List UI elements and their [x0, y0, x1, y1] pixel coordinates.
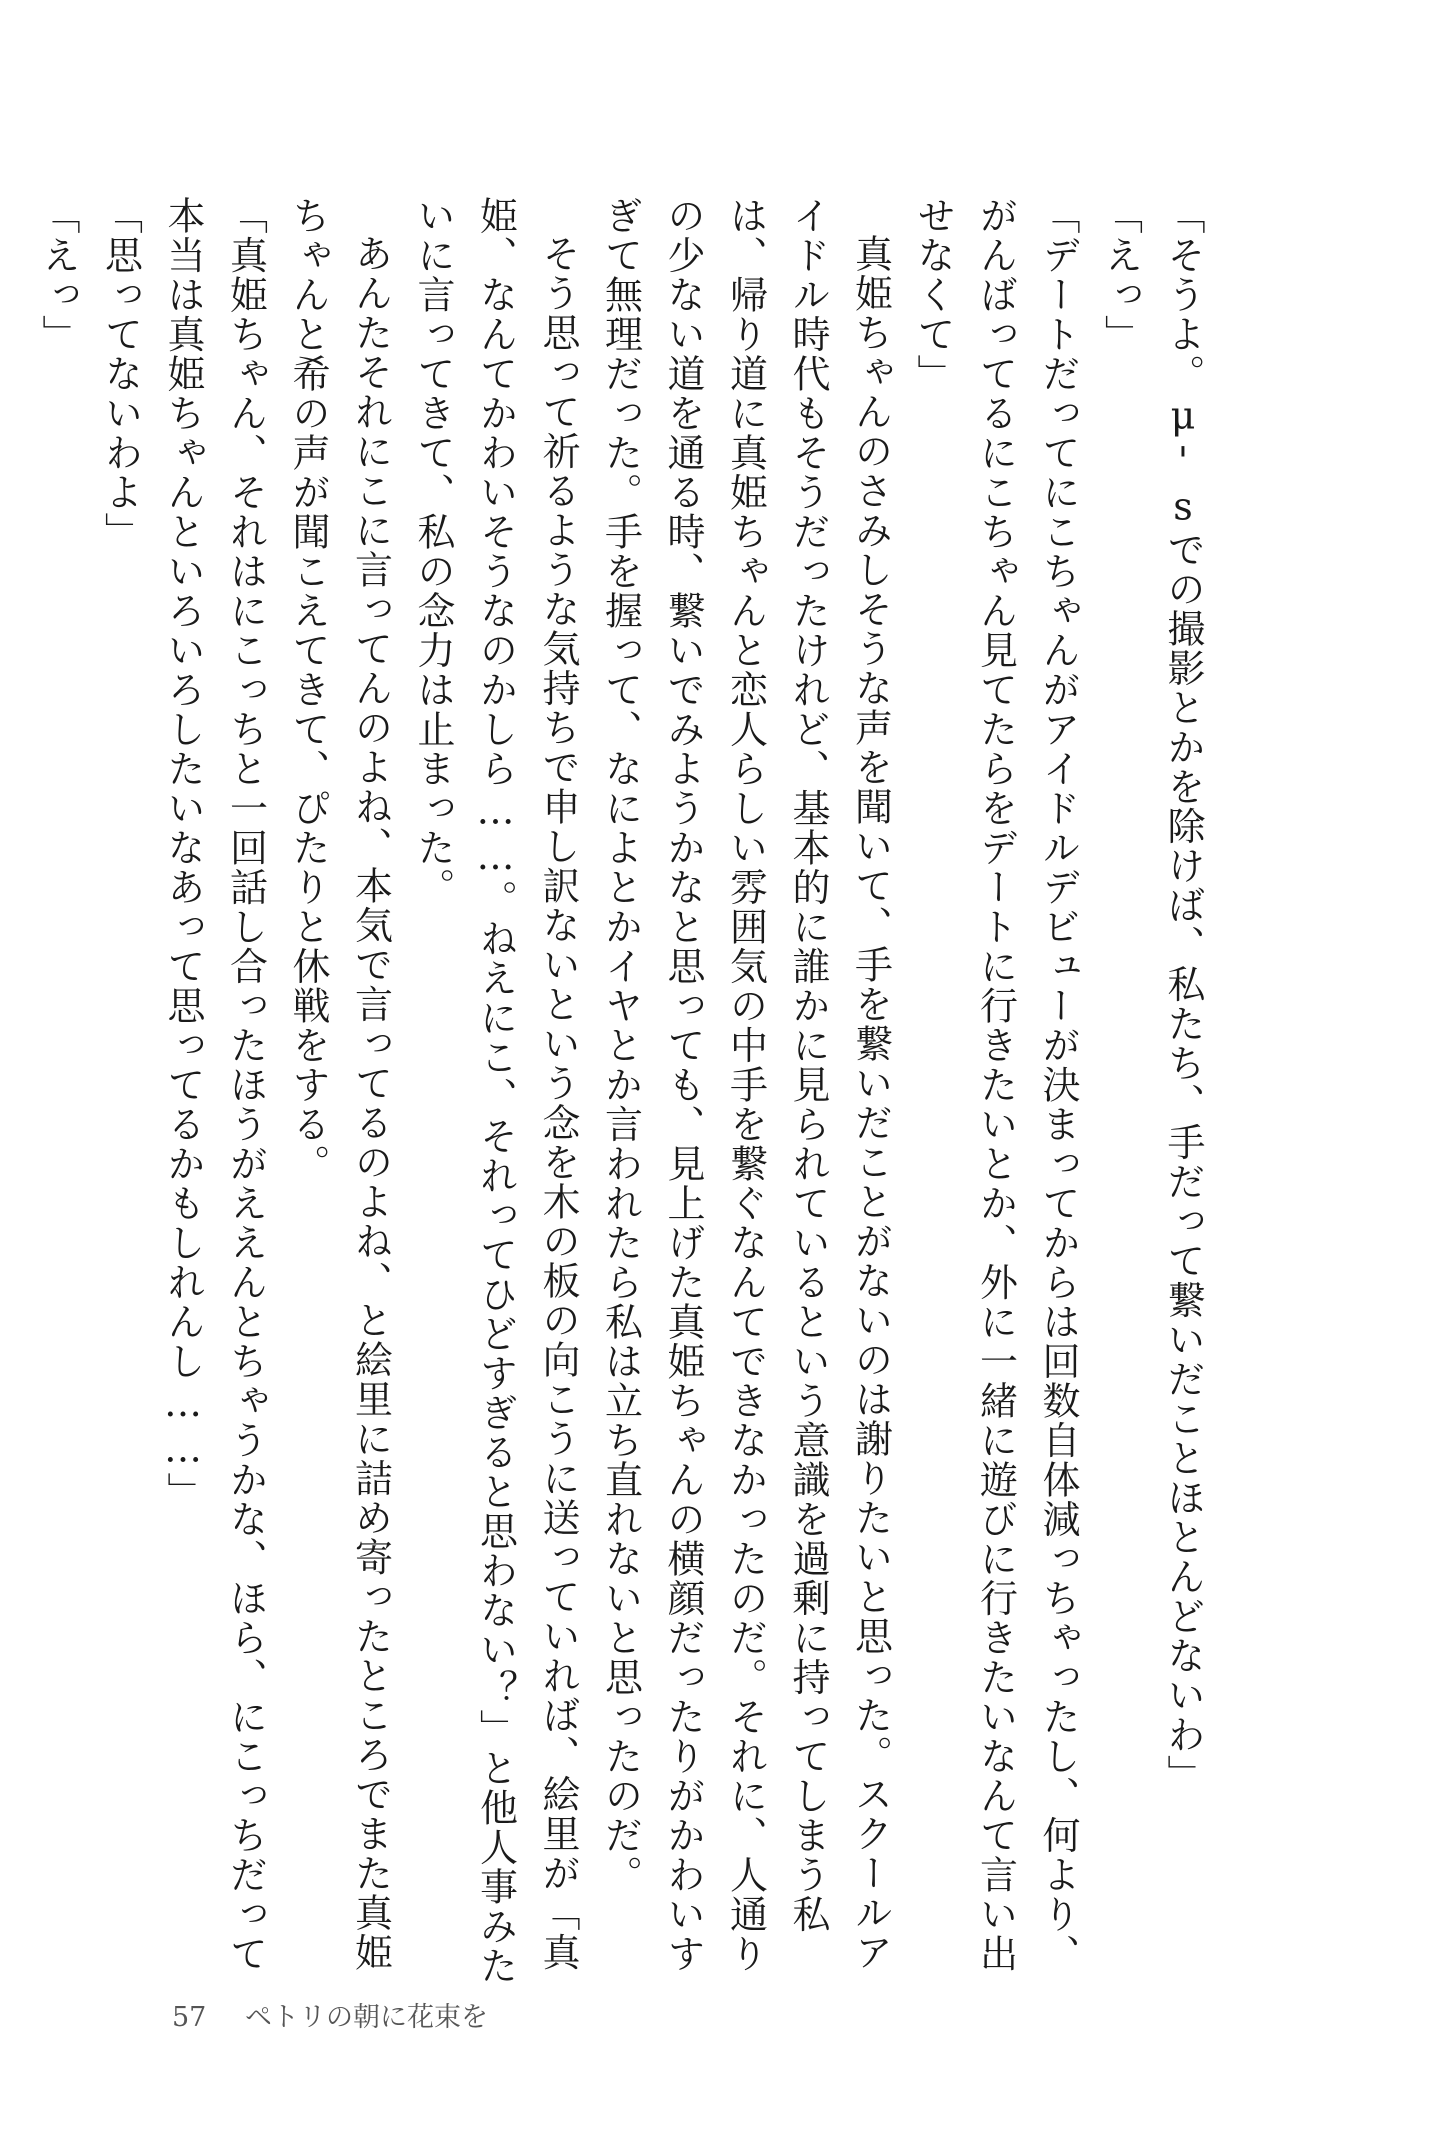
narration-paragraph: あんたそれにこに言ってんのよね、本気で言ってるのよね、と絵里に詰め寄ったところでまた真姫ちゃんと希の声が聞こえてきて、ぴたりと休戦をする。	[286, 196, 393, 1972]
dialogue-line: 「デートだってにこちゃんがアイドルデビューが決まってからは回数自体減っちゃったし、何より、がんばってるにこちゃん見てたらをデートに行きたいとか、外に一緒に遊びに行きたいなんて言い出せなくて」	[911, 196, 1080, 1974]
vertical-text-body	[36, 196, 1214, 1986]
dialogue-line: 「えっ」	[36, 196, 80, 354]
dialogue-line: 「思ってないわよ」	[98, 196, 143, 552]
narration-paragraph: そう思って祈るような気持ちで申し訳ないという念を木の板の向こうに送っていれば、絵里が「真姫、なんてかわいそうなのかしら……。ねえにこ、それってひどすぎると思わない？」と他人事みたいに言ってきて、私の念力は止まった。	[411, 196, 580, 1986]
running-title: ペトリの朝に花束を	[244, 2002, 488, 2033]
dialogue-line: 「えっ」	[1098, 196, 1143, 354]
narration-paragraph: 真姫ちゃんのさみしそうな声を聞いて、手を繋いだことがないのは謝りたいと思った。スクールアイドル時代もそうだったけれど、基本的に誰かに見られているという意識を過剰に持ってしまう私は、帰り道に真姫ちゃんと恋人らしい雰囲気の中手を繋ぐなんてできなかったのだ。それに、人通りの少ない道を通る時、繋いでみようかなと思っても、見上げた真姫ちゃんの横顔だったりがかわいすぎて無理だった。手を握って、なによとかイヤとか言われたら私は立ち直れないと思ったのだ。	[598, 196, 893, 1974]
dialogue-line: 「そうよ。μ'sでの撮影とかを除けば、私たち、手だって繋いだことほとんどないわ」	[1161, 196, 1205, 1794]
page-number: 57	[172, 2002, 207, 2033]
dialogue-line: 「真姫ちゃん、それはにこっちと一回話し合ったほうがええんとちゃうかな、ほら、にこっちだって本当は真姫ちゃんといろいろしたいなあって思ってるかもしれんし……」	[161, 196, 268, 1974]
page-footer	[172, 1995, 488, 2034]
